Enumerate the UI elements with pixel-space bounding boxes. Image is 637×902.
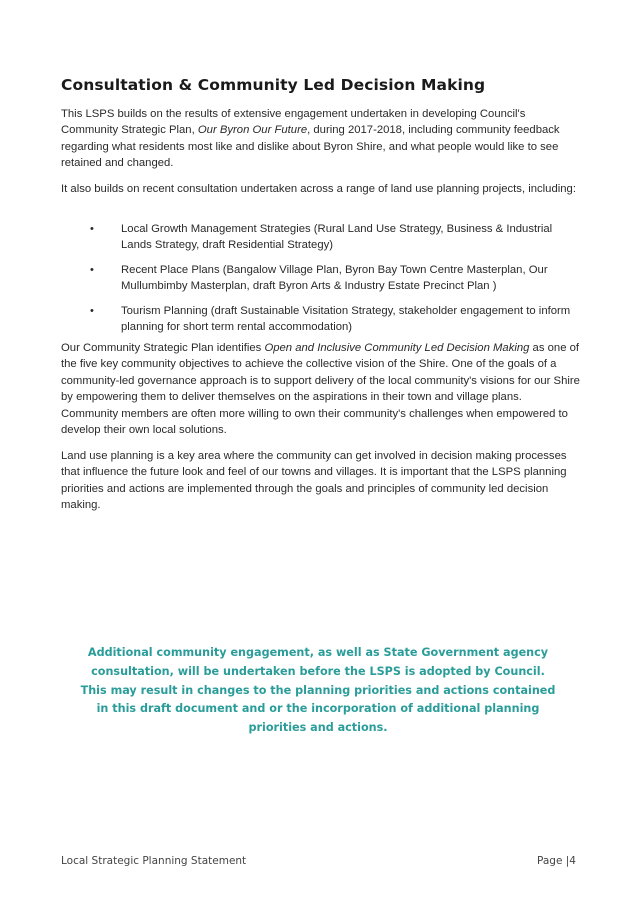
intro-paragraph	[61, 106, 581, 172]
list-item-text: Local Growth Management Strategies (Rural Land Use Strategy, Business & Industrial Lands Strategy, draft Residential Strategy)	[121, 223, 553, 252]
engagement-callout: Additional community engagement, as well as State Government agency consultation, will be undertaken before the LSPS is adopted by Council. This may result in changes to the planning priorities and actions contained in this draft document and or the incorporation of additional planning priorities and actions.	[80, 646, 556, 735]
projects-list	[61, 221, 581, 343]
list-item	[61, 262, 581, 295]
bullet-icon: •	[90, 304, 94, 317]
list-item-text: Recent Place Plans (Bangalow Village Plan, Byron Bay Town Centre Masterplan, Our Mullumbimby Masterplan, draft Byron Arts & Industry Estate Precinct Plan )	[121, 263, 548, 293]
strategic-plan-paragraph	[61, 340, 581, 438]
consultation-paragraph: It also builds on recent consultation undertaken across a range of land use planning projects, including:	[61, 183, 576, 195]
bullet-icon: •	[90, 263, 94, 276]
intro-text-end: , during 2017-2018, including community feedback regarding what residents most like and dislike about Byron Shire, and what people would like to see retained and changed.	[61, 124, 560, 170]
objective-title: Open and Inclusive Community Led Decision Making	[264, 342, 530, 354]
footer-title: Local Strategic Planning Statement	[61, 855, 247, 867]
section-heading: Consultation & Community Led Decision Making	[61, 76, 486, 94]
list-item-text: Tourism Planning (draft Sustainable Visitation Strategy, stakeholder engagement to inform planning for short term rental accommodation)	[121, 304, 571, 334]
list-item	[61, 221, 581, 254]
strategic-text-end: as one of the five key community objectives to achieve the collective vision of the Shire. One of the goals of a community-led governance approach is to support delivery of the local community's visions for our Shire by empowering them to deliver themselves on the aspirations in their town and village plans. Community members are often more willing to own their community's challenges when empowered to develop their own local solutions.	[61, 342, 580, 437]
strategic-text-start: Our Community Strategic Plan identifies	[61, 342, 265, 354]
land-use-paragraph: Land use planning is a key area where the community can get involved in decision making processes that influence the future look and feel of our towns and villages. It is important that the LSPS planning priorities and actions are implemented through the goals and principles of community led decision making.	[61, 450, 567, 512]
bullet-icon: •	[90, 223, 94, 235]
intro-text-start: This LSPS builds on the results of extensive engagement undertaken in developing Council's Community Strategic Plan,	[61, 108, 526, 137]
plan-title: Our Byron Our Future	[197, 124, 308, 137]
page-number: Page |4	[537, 855, 576, 867]
list-item	[61, 303, 581, 336]
